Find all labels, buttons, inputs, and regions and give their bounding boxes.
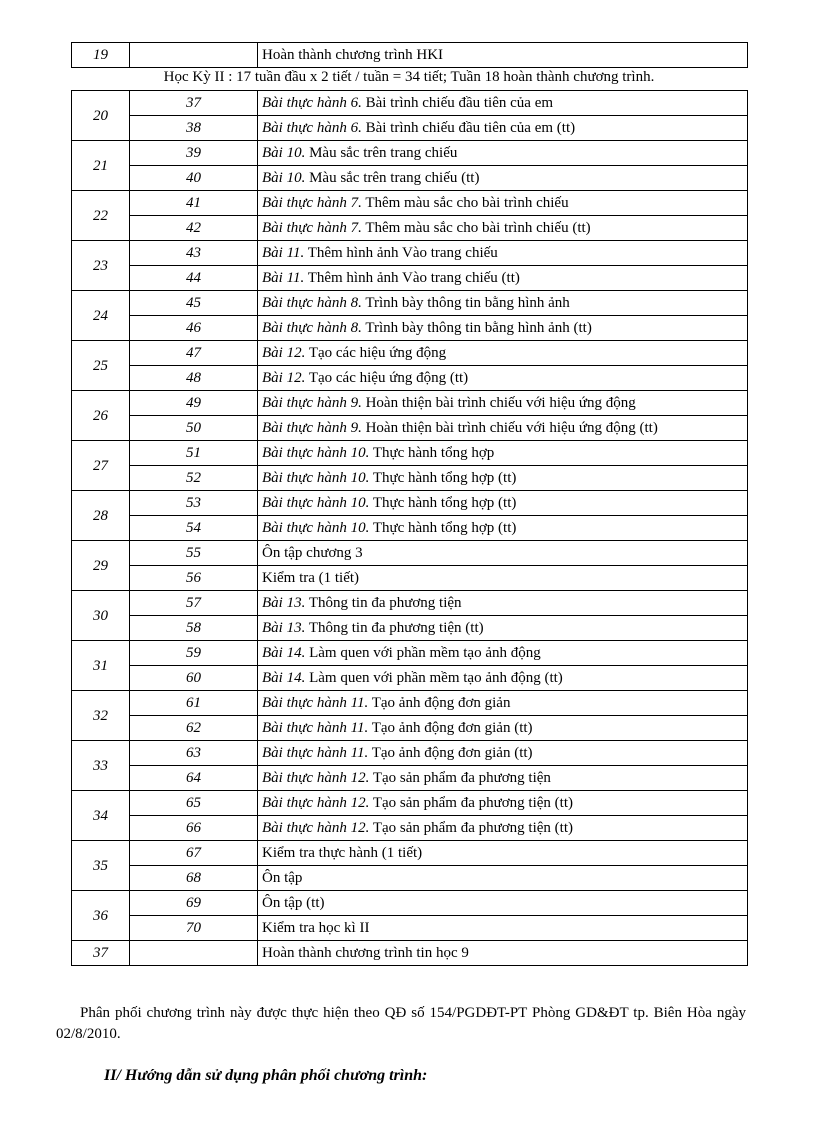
table-row	[72, 616, 748, 641]
table-row	[72, 566, 748, 591]
week-cell: 28	[72, 491, 130, 541]
lesson-label: Bài thực hành 10.	[262, 520, 370, 536]
lesson-title: Thêm màu sắc cho bài trình chiếu	[361, 195, 569, 211]
period-cell: 60	[130, 666, 258, 691]
section-heading: II/ Hướng dẫn sử dụng phân phối chương trình:	[104, 1067, 428, 1084]
table-row	[72, 416, 748, 441]
lesson-title: Thực hành tổng hợp (tt)	[369, 520, 517, 536]
lesson-content-cell	[258, 516, 748, 541]
period-cell: 70	[130, 916, 258, 941]
table-row	[72, 266, 748, 291]
lesson-label: Bài thực hành 8.	[262, 295, 362, 311]
lesson-content-cell	[258, 766, 748, 791]
lesson-label: Bài thực hành 12.	[262, 820, 370, 836]
lesson-title: Tạo ảnh động đơn giản	[368, 695, 511, 711]
table-row	[72, 341, 748, 366]
period-cell: 49	[130, 391, 258, 416]
table-row	[72, 666, 748, 691]
lesson-title: Thêm hình ảnh Vào trang chiếu	[304, 245, 498, 261]
lesson-title: Màu sắc trên trang chiếu (tt)	[305, 170, 480, 186]
table-row	[72, 291, 748, 316]
period-cell: 53	[130, 491, 258, 516]
lesson-label: Bài 10.	[262, 170, 306, 186]
week-cell: 27	[72, 441, 130, 491]
lesson-content-cell	[258, 891, 748, 916]
lesson-label: Bài 11.	[262, 270, 305, 286]
period-cell: 69	[130, 891, 258, 916]
lesson-title: Tạo ảnh động đơn giản (tt)	[368, 720, 533, 736]
lesson-title: Kiểm tra (1 tiết)	[262, 570, 360, 586]
table-row	[72, 691, 748, 716]
content-cell: Hoàn thành chương trình tin học 9	[258, 941, 748, 966]
table-row	[72, 216, 748, 241]
period-cell: 55	[130, 541, 258, 566]
table-row	[72, 791, 748, 816]
week-cell: 33	[72, 741, 130, 791]
table-row	[72, 466, 748, 491]
footnote	[56, 1003, 746, 1045]
period-cell: 57	[130, 591, 258, 616]
lesson-content-cell	[258, 466, 748, 491]
lesson-title: Trình bày thông tin bằng hình ảnh (tt)	[361, 320, 592, 336]
lesson-content-cell	[258, 141, 748, 166]
lesson-title: Tạo các hiệu ứng động	[305, 345, 447, 361]
week-cell: 36	[72, 891, 130, 941]
lesson-label: Bài 14.	[262, 645, 306, 661]
week-cell: 19	[72, 43, 130, 68]
lesson-label: Bài 13.	[262, 595, 306, 611]
lesson-title: Thêm màu sắc cho bài trình chiếu (tt)	[361, 220, 591, 236]
lesson-title: Hoàn thiện bài trình chiếu với hiệu ứng động (tt)	[361, 420, 658, 436]
period-cell: 59	[130, 641, 258, 666]
lesson-title: Thực hành tổng hợp (tt)	[369, 470, 517, 486]
table-row	[72, 191, 748, 216]
lesson-label: Bài thực hành 9.	[262, 395, 362, 411]
lesson-content-cell	[258, 91, 748, 116]
period-cell: 52	[130, 466, 258, 491]
lesson-title: Tạo sản phẩm đa phương tiện (tt)	[369, 820, 574, 836]
lesson-content-cell	[258, 566, 748, 591]
table-row	[72, 541, 748, 566]
lesson-title: Tạo các hiệu ứng động (tt)	[305, 370, 469, 386]
lesson-label: Bài thực hành 11.	[262, 745, 369, 761]
lesson-label: Bài 10.	[262, 145, 306, 161]
period-cell: 61	[130, 691, 258, 716]
lesson-title: Bài trình chiếu đầu tiên của em	[361, 95, 554, 111]
lesson-content-cell	[258, 391, 748, 416]
lesson-content-cell	[258, 216, 748, 241]
period-cell: 47	[130, 341, 258, 366]
lesson-title: Thông tin đa phương tiện (tt)	[305, 620, 484, 636]
table-row	[72, 866, 748, 891]
period-cell: 46	[130, 316, 258, 341]
lesson-content-cell	[258, 366, 748, 391]
period-cell: 58	[130, 616, 258, 641]
table-row	[72, 43, 748, 68]
lesson-content-cell	[258, 691, 748, 716]
lesson-content-cell	[258, 241, 748, 266]
lesson-content-cell	[258, 841, 748, 866]
lesson-content-cell	[258, 416, 748, 441]
lesson-content-cell	[258, 266, 748, 291]
lesson-label: Bài 11.	[262, 245, 305, 261]
lesson-content-cell	[258, 116, 748, 141]
lesson-title: Hoàn thiện bài trình chiếu với hiệu ứng động	[361, 395, 636, 411]
week-cell: 34	[72, 791, 130, 841]
table-row	[72, 491, 748, 516]
week-cell: 35	[72, 841, 130, 891]
table-row	[72, 941, 748, 966]
semester-1-end-table	[71, 42, 748, 68]
table-row	[72, 91, 748, 116]
table-row	[72, 241, 748, 266]
lesson-label: Bài thực hành 9.	[262, 420, 362, 436]
table-row	[72, 916, 748, 941]
lesson-content-cell	[258, 816, 748, 841]
table-row	[72, 316, 748, 341]
lesson-content-cell	[258, 716, 748, 741]
week-cell: 30	[72, 591, 130, 641]
lesson-content-cell	[258, 866, 748, 891]
period-cell: 62	[130, 716, 258, 741]
lesson-label: Bài thực hành 7.	[262, 195, 362, 211]
lesson-title: Làm quen với phần mềm tạo ảnh động	[305, 645, 541, 661]
lesson-content-cell	[258, 916, 748, 941]
lesson-title: Thông tin đa phương tiện	[305, 595, 462, 611]
lesson-content-cell	[258, 341, 748, 366]
period-cell: 66	[130, 816, 258, 841]
period-cell: 45	[130, 291, 258, 316]
week-cell: 24	[72, 291, 130, 341]
table-row	[72, 141, 748, 166]
table-row	[72, 641, 748, 666]
period-cell: 63	[130, 741, 258, 766]
period-cell: 37	[130, 91, 258, 116]
lesson-title: Ôn tập	[262, 870, 303, 886]
week-cell: 32	[72, 691, 130, 741]
lesson-label: Bài thực hành 7.	[262, 220, 362, 236]
period-cell	[130, 941, 258, 966]
period-cell: 64	[130, 766, 258, 791]
content-cell: Hoàn thành chương trình HKI	[258, 43, 748, 68]
lesson-label: Bài 14.	[262, 670, 306, 686]
week-cell: 21	[72, 141, 130, 191]
lesson-title: Thực hành tổng hợp	[369, 445, 495, 461]
lesson-title: Ôn tập (tt)	[262, 895, 325, 911]
lesson-label: Bài 12.	[262, 345, 306, 361]
week-cell: 23	[72, 241, 130, 291]
lesson-content-cell	[258, 191, 748, 216]
week-cell: 26	[72, 391, 130, 441]
period-cell: 38	[130, 116, 258, 141]
lesson-label: Bài thực hành 11.	[262, 720, 369, 736]
lesson-label: Bài 12.	[262, 370, 306, 386]
week-cell: 22	[72, 191, 130, 241]
lesson-title: Kiểm tra thực hành (1 tiết)	[262, 845, 423, 861]
table-row	[72, 391, 748, 416]
table-row	[72, 741, 748, 766]
lesson-label: Bài 13.	[262, 620, 306, 636]
week-cell: 20	[72, 91, 130, 141]
week-cell: 37	[72, 941, 130, 966]
period-cell: 44	[130, 266, 258, 291]
footnote-text: Phân phối chương trình này được thực hiện theo QĐ số 154/PGDĐT-PT Phòng GD&ĐT tp. Biên Hòa ngày 02/8/2010.	[56, 1005, 746, 1042]
table-row	[72, 366, 748, 391]
period-cell: 42	[130, 216, 258, 241]
period-cell: 41	[130, 191, 258, 216]
semester-note: Học Kỳ II : 17 tuần đầu x 2 tiết / tuần = 34 tiết; Tuần 18 hoàn thành chương trình.	[163, 69, 655, 85]
lesson-title: Tạo ảnh động đơn giản (tt)	[368, 745, 533, 761]
table-row	[72, 116, 748, 141]
lesson-content-cell	[258, 591, 748, 616]
lesson-title: Tạo sản phẩm đa phương tiện (tt)	[369, 795, 574, 811]
lesson-label: Bài thực hành 12.	[262, 770, 370, 786]
table-row	[72, 716, 748, 741]
period-cell: 68	[130, 866, 258, 891]
lesson-title: Ôn tập chương 3	[262, 545, 363, 561]
period-cell: 43	[130, 241, 258, 266]
period-cell: 56	[130, 566, 258, 591]
table-row	[72, 816, 748, 841]
lesson-title: Màu sắc trên trang chiếu	[305, 145, 458, 161]
lesson-content-cell	[258, 316, 748, 341]
lesson-label: Bài thực hành 11.	[262, 695, 369, 711]
table-row	[72, 441, 748, 466]
period-cell: 54	[130, 516, 258, 541]
lesson-title: Làm quen với phần mềm tạo ảnh động (tt)	[305, 670, 563, 686]
lesson-label: Bài thực hành 10.	[262, 470, 370, 486]
period-cell: 50	[130, 416, 258, 441]
lesson-content-cell	[258, 641, 748, 666]
week-cell: 31	[72, 641, 130, 691]
period-cell: 39	[130, 141, 258, 166]
lesson-content-cell	[258, 541, 748, 566]
lesson-label: Bài thực hành 6.	[262, 120, 362, 136]
table-row	[72, 841, 748, 866]
lesson-label: Bài thực hành 8.	[262, 320, 362, 336]
lesson-content-cell	[258, 166, 748, 191]
period-cell: 40	[130, 166, 258, 191]
period-cell: 51	[130, 441, 258, 466]
lesson-content-cell	[258, 616, 748, 641]
lesson-title: Tạo sản phẩm đa phương tiện	[369, 770, 551, 786]
lesson-title: Kiểm tra học kì II	[262, 920, 370, 936]
lesson-content-cell	[258, 791, 748, 816]
lesson-label: Bài thực hành 6.	[262, 95, 362, 111]
period-cell	[130, 43, 258, 68]
lesson-label: Bài thực hành 12.	[262, 795, 370, 811]
lesson-title: Thêm hình ảnh Vào trang chiếu (tt)	[304, 270, 520, 286]
lesson-content-cell	[258, 491, 748, 516]
table-row	[72, 891, 748, 916]
semester-2-schedule-table	[71, 90, 748, 966]
lesson-label: Bài thực hành 10.	[262, 495, 370, 511]
period-cell: 65	[130, 791, 258, 816]
lesson-title: Trình bày thông tin bằng hình ảnh	[361, 295, 570, 311]
table-row	[72, 166, 748, 191]
period-cell: 67	[130, 841, 258, 866]
period-cell: 48	[130, 366, 258, 391]
lesson-title: Bài trình chiếu đầu tiên của em (tt)	[361, 120, 576, 136]
lesson-content-cell	[258, 666, 748, 691]
lesson-content-cell	[258, 741, 748, 766]
lesson-content-cell	[258, 441, 748, 466]
lesson-title: Thực hành tổng hợp (tt)	[369, 495, 517, 511]
table-row	[72, 516, 748, 541]
table-row	[72, 766, 748, 791]
week-cell: 25	[72, 341, 130, 391]
week-cell: 29	[72, 541, 130, 591]
lesson-content-cell	[258, 291, 748, 316]
table-row	[72, 591, 748, 616]
lesson-label: Bài thực hành 10.	[262, 445, 370, 461]
